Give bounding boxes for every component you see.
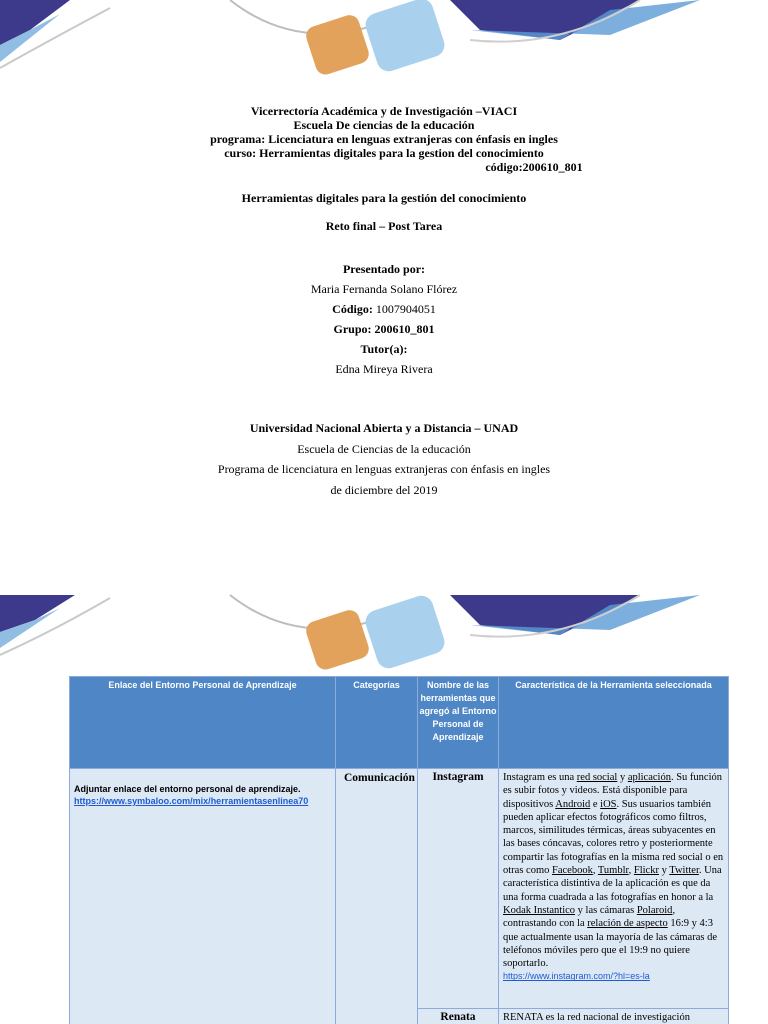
- student-code: [0, 302, 768, 317]
- banner-decoration: [0, 0, 768, 80]
- linked-term[interactable]: Polaroid: [636, 904, 673, 916]
- linked-term[interactable]: relación de aspecto: [587, 918, 668, 930]
- header-line: programa: Licenciatura en lenguas extranjeras con énfasis en ingles: [210, 132, 558, 146]
- linked-term[interactable]: aplicación: [627, 772, 671, 783]
- presented-by-label: Presentado por:: [342, 262, 426, 276]
- table-page: [0, 590, 768, 1024]
- tool-description: [499, 769, 729, 1009]
- ple-link-cell: [70, 769, 336, 1024]
- header-line: código:200610_801: [485, 160, 583, 174]
- course-title: Herramientas digitales para la gestión del conocimiento: [241, 191, 527, 205]
- university-name: Universidad Nacional Abierta y a Distancia – UNAD: [249, 421, 519, 435]
- category-cell: Comunicación: [336, 769, 418, 1024]
- header-line: Vicerrectoría Académica y de Investigación –VIACI: [250, 104, 518, 118]
- tutor-name: Edna Mireya Rivera: [335, 362, 433, 376]
- linked-term[interactable]: Kodak Instantico: [503, 904, 576, 916]
- description-fragment: . Su función es subir fotos y videos. Está disponible para dispositivos: [503, 772, 723, 810]
- description-fragment: ,: [628, 865, 634, 877]
- column-header: Enlace del Entorno Personal de Aprendizaje: [70, 677, 336, 769]
- header-line: Escuela De ciencias de la educación: [293, 118, 475, 132]
- description-fragment: . Una característica distintiva de la aplicación es que da una forma cuadrada a las fotografías en honor a la: [503, 865, 722, 903]
- program-name: Programa de licenciatura en lenguas extranjeras con énfasis en ingles: [217, 462, 551, 476]
- description-fragment: , contrastando con la: [503, 904, 676, 930]
- description-fragment: y: [617, 772, 628, 783]
- tool-description-text: [503, 772, 723, 969]
- description-fragment: e: [590, 798, 601, 810]
- tutor-label: Tutor(a):: [360, 342, 408, 356]
- linked-term[interactable]: red social: [576, 772, 618, 783]
- tool-link[interactable]: https://www.instagram.com/?hl=es-la: [503, 971, 650, 982]
- linked-term[interactable]: Facebook: [552, 865, 593, 877]
- header-line: curso: Herramientas digitales para la gestion del conocimiento: [224, 146, 544, 160]
- description-fragment: Instagram es una: [503, 772, 577, 783]
- ple-table: [69, 676, 729, 1024]
- student-name: Maria Fernanda Solano Flórez: [310, 282, 458, 296]
- description-fragment: 16:9 y 4:3 que actualmente usan la mayoría de las cámaras de teléfonos móviles pero que el 19:9 no quiere soportarlo.: [503, 918, 717, 970]
- description-fragment: RENATA es la red nacional de investigación: [503, 1012, 690, 1023]
- description-fragment: y las cámaras: [575, 904, 637, 916]
- banner-decoration: [0, 590, 768, 670]
- ple-link[interactable]: https://www.symbaloo.com/mix/herramientasenlinea70: [74, 796, 309, 806]
- description-fragment: ,: [592, 865, 598, 877]
- table-header-row: [70, 677, 729, 769]
- linked-term[interactable]: Tumblr: [597, 865, 629, 877]
- column-header: Categorías: [336, 677, 418, 769]
- tool-name: Instagram: [418, 769, 499, 1009]
- table-row: [70, 769, 729, 1009]
- ple-instruction: Adjuntar enlace del entorno personal de aprendizaje.: [74, 784, 301, 794]
- cover-header: [0, 104, 768, 174]
- group-label: Grupo: 200610_801: [333, 322, 435, 336]
- column-header: Característica de la Herramienta seleccionada: [499, 677, 729, 769]
- description-fragment: y: [658, 865, 670, 877]
- linked-term[interactable]: iOS: [600, 798, 617, 810]
- description-fragment: . Sus usuarios también pueden aplicar efectos fotográficos como filtros, marcos, similitudes térmicas, áreas subyacentes en las bases cóncavas, colores retro y posteriormente compartir las fotografías en la misma red social o en otras como: [503, 798, 724, 877]
- date: de diciembre del 2019: [330, 483, 438, 497]
- assignment-title: Reto final – Post Tarea: [325, 219, 443, 233]
- code-label: Código:: [332, 302, 373, 316]
- tool-description: [499, 1009, 729, 1024]
- linked-term[interactable]: Flickr: [633, 865, 659, 877]
- code-value: 1007904051: [372, 302, 436, 316]
- school-name: Escuela de Ciencias de la educación: [297, 442, 471, 456]
- tool-name: Renata: [418, 1009, 499, 1024]
- column-header: Nombre de las herramientas que agregó al Entorno Personal de Aprendizaje: [418, 677, 499, 769]
- tool-description-text: [503, 1012, 690, 1023]
- linked-term[interactable]: Twitter: [669, 865, 699, 877]
- linked-term[interactable]: Android: [555, 798, 591, 810]
